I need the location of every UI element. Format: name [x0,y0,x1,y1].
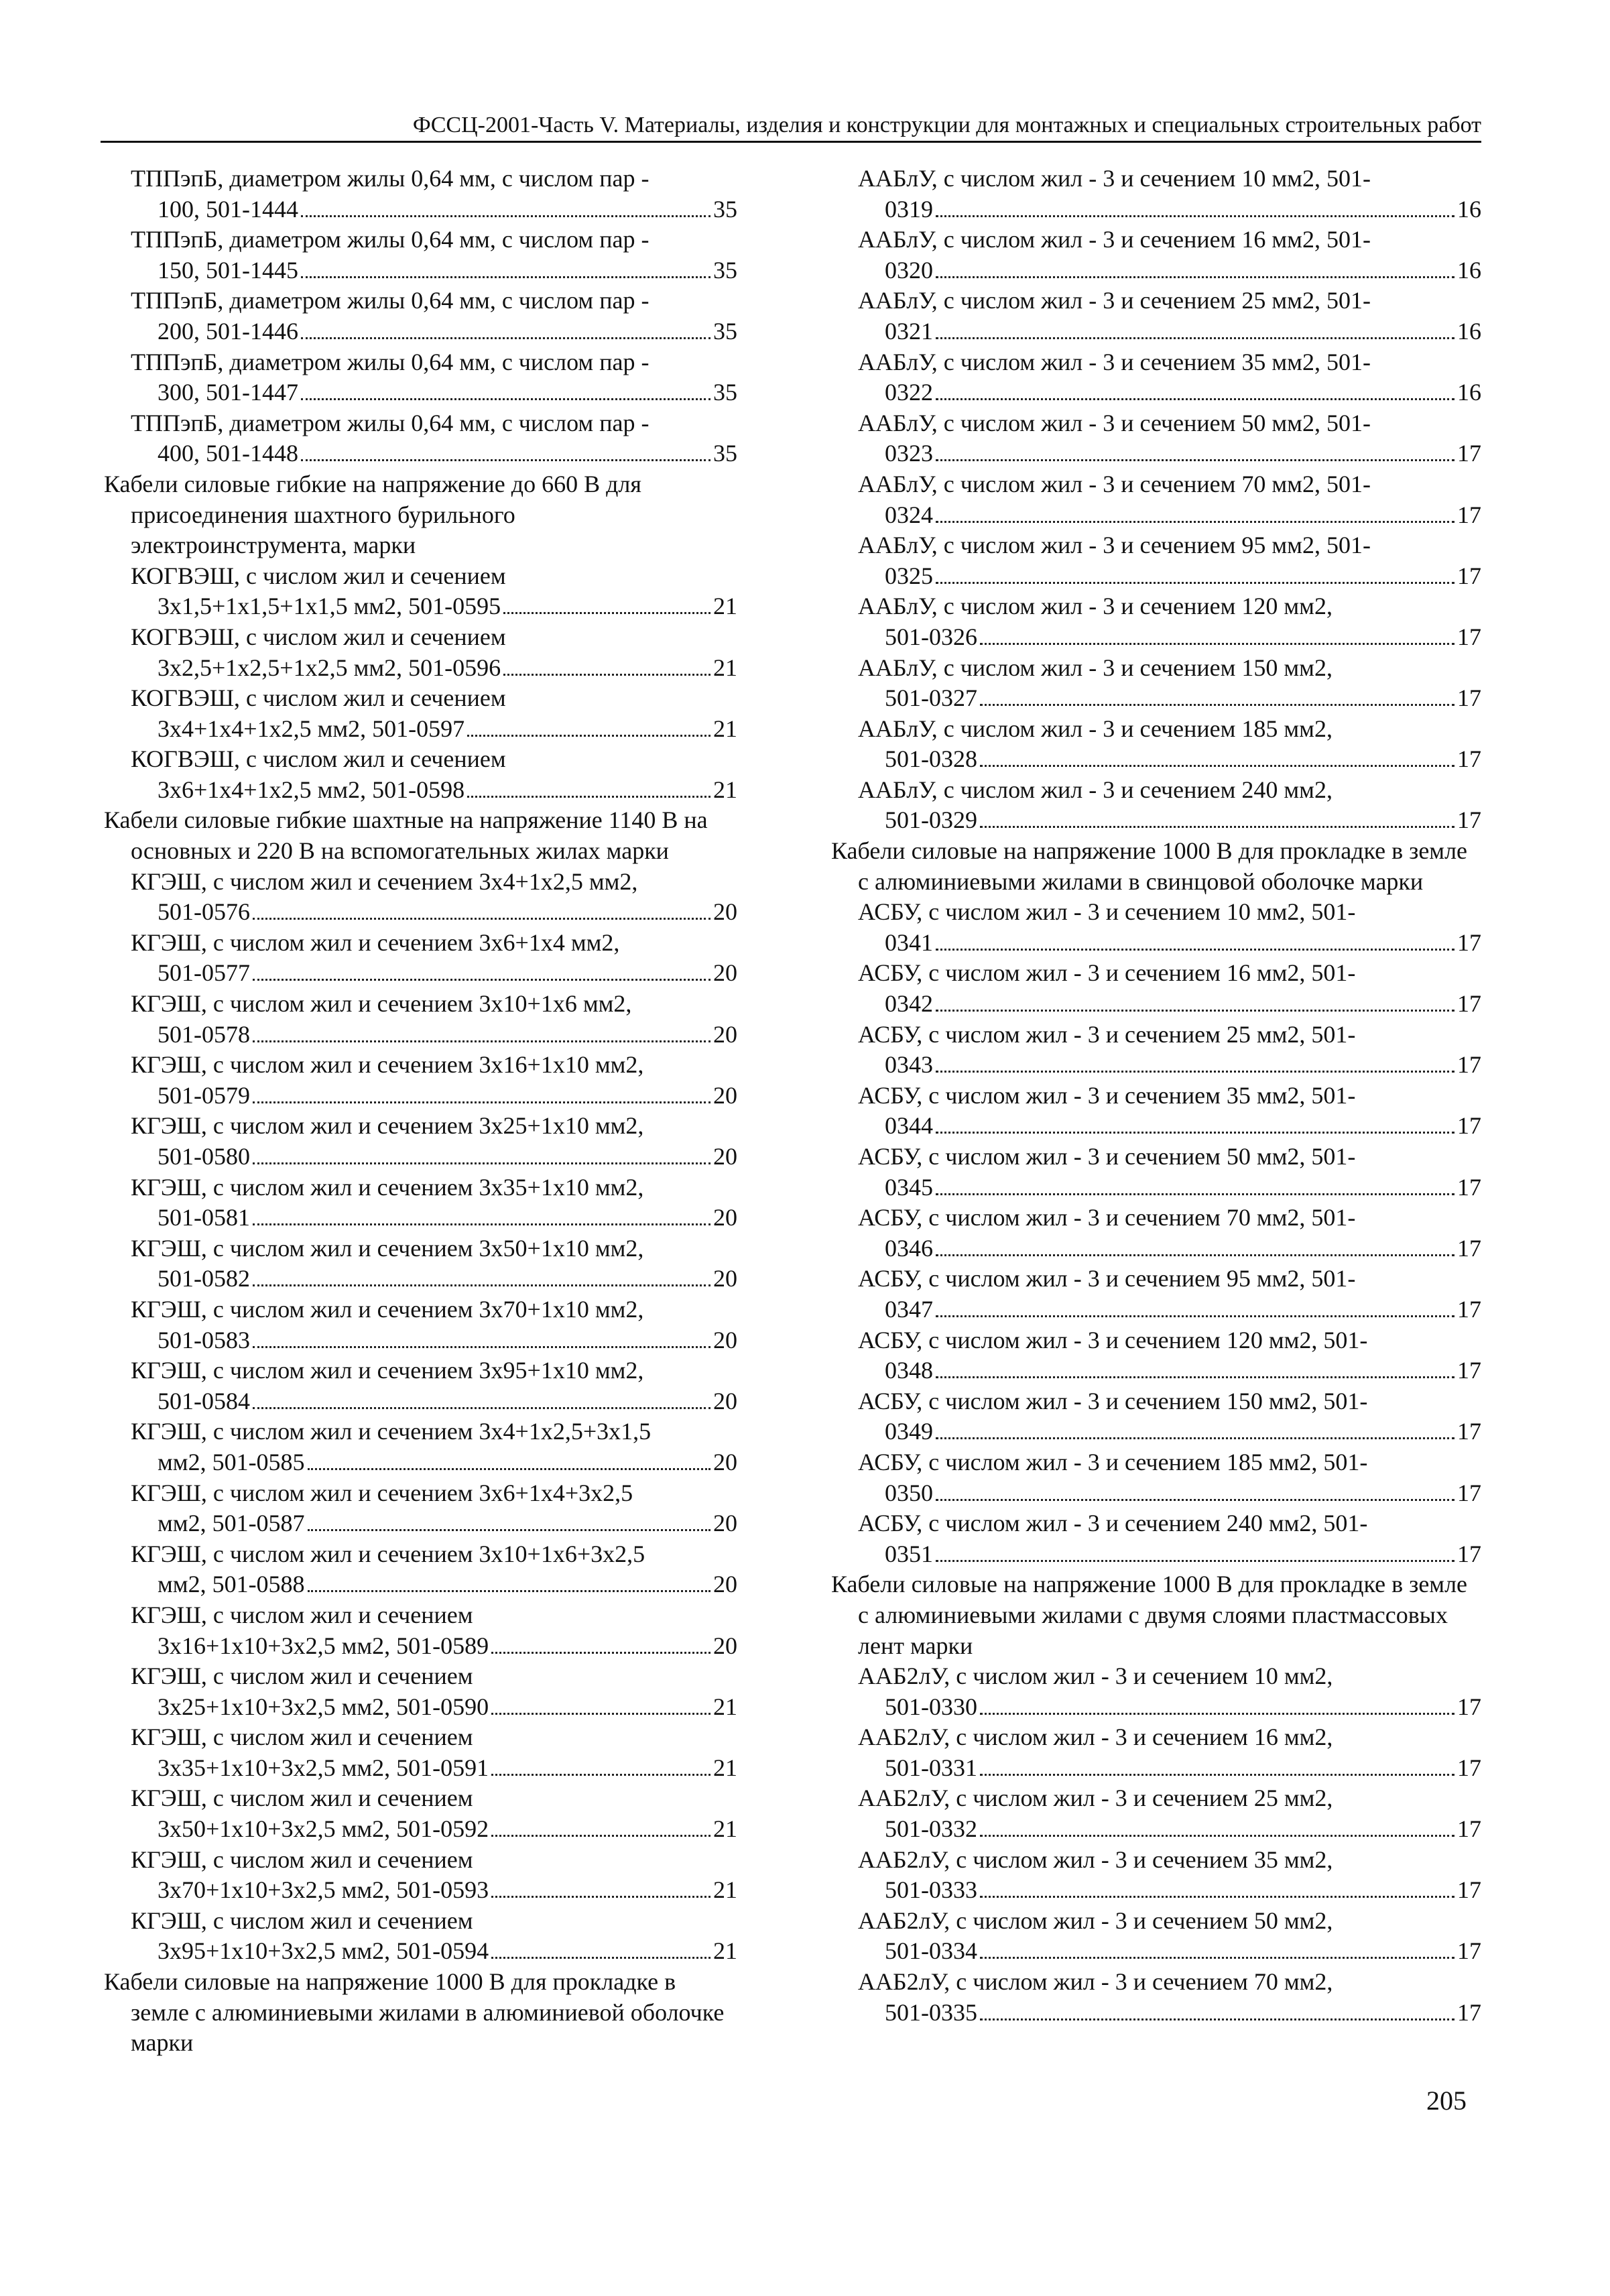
entry-code: 501-0577 [158,959,250,987]
section-heading: Кабели силовые гибкие шахтные на напряжение 1140 В на основных и 220 В на вспомогательных жилах марки [104,806,708,865]
entry-code: 400, 501-1448 [158,440,298,467]
entry-code: 0351 [885,1540,933,1567]
entry-text: КГЭШ, с числом жил и сечением 3х4+1х2,5 мм2, [131,867,638,895]
entry-text: ААБлУ, с числом жил - 3 и сечением 70 мм2, 501- [858,470,1371,497]
entry-text: КГЭШ, с числом жил и сечением 3х10+1х6 мм2, [131,990,632,1018]
entry-code: 501-0333 [885,1876,977,1904]
entry-text: ТППэпБ, диаметром жилы 0,64 мм, с числом пар - [131,287,649,314]
entry-code: 3х16+1х10+3х2,5 мм2, 501-0589 [158,1632,489,1659]
entry-text: КГЭШ, с числом жил и сечением 3х10+1х6+3х2,5 [131,1540,645,1567]
index-entry [831,347,1481,408]
dot-leader [491,1957,710,1959]
index-entry [831,714,1481,775]
dot-leader [253,1101,710,1103]
entry-code: 0348 [885,1357,933,1384]
entry-code: 3х50+1х10+3х2,5 мм2, 501-0592 [158,1815,489,1843]
entry-text: ААБлУ, с числом жил - 3 и сечением 16 мм2, 501- [858,226,1371,253]
entry-page-number: 20 [713,1632,737,1659]
header-rule [101,141,1481,143]
entry-text: ААБлУ, с числом жил - 3 и сечением 120 мм2, [858,593,1333,620]
dot-leader [936,1010,1454,1012]
dot-leader [301,398,710,400]
entry-code: 0342 [885,990,933,1018]
dot-leader [936,398,1454,400]
entry-text: КОГВЭШ, с числом жил и сечением [131,623,506,650]
index-entry [104,1233,737,1294]
entry-page-number: 17 [1457,1937,1481,1965]
entry-page-number: 17 [1457,1234,1481,1262]
entry-page-number: 20 [713,1143,737,1170]
entry-text: ТППэпБ, диаметром жилы 0,64 мм, с числом пар - [131,226,649,253]
entry-code: 0321 [885,317,933,345]
index-entry [831,286,1481,347]
entry-text: КГЭШ, с числом жил и сечением 3х6+1х4 мм2, [131,928,620,956]
entry-code: 3х1,5+1х1,5+1х1,5 мм2, 501-0595 [158,593,501,620]
index-entry [831,1081,1481,1142]
entry-text: КГЭШ, с числом жил и сечением [131,1785,473,1812]
dot-leader [936,1499,1454,1501]
entry-text: КГЭШ, с числом жил и сечением [131,1601,473,1628]
index-entry [104,408,737,469]
entry-text: ААБлУ, с числом жил - 3 и сечением 95 мм2, 501- [858,532,1371,559]
entry-page-number: 17 [1457,1998,1481,2026]
entry-page-number: 21 [713,1876,737,1904]
index-entry [831,1386,1481,1447]
entry-page-number: 35 [713,440,737,467]
dot-leader [491,1835,710,1837]
entry-page-number: 20 [713,1326,737,1353]
entry-page-number: 20 [713,959,737,987]
entry-text: ААБлУ, с числом жил - 3 и сечением 50 мм2, 501- [858,409,1371,436]
index-entry [104,1478,737,1539]
entry-page-number: 20 [713,1081,737,1109]
index-entry [831,1447,1481,1508]
entry-code: 300, 501-1447 [158,379,298,406]
entry-code: мм2, 501-0585 [158,1448,305,1475]
entry-page-number: 16 [1457,256,1481,284]
entry-page-number: 21 [713,715,737,742]
index-entry [104,164,737,225]
entry-page-number: 35 [713,256,737,284]
entry-page-number: 17 [1457,562,1481,589]
entry-code: 501-0329 [885,806,977,834]
entry-page-number: 17 [1457,928,1481,956]
entry-page-number: 35 [713,195,737,223]
entry-code: 501-0335 [885,1998,977,2026]
entry-page-number: 21 [713,654,737,681]
entry-text: АСБУ, с числом жил - 3 и сечением 50 мм2, 501- [858,1143,1356,1170]
entry-code: 501-0330 [885,1693,977,1720]
dot-leader [491,1652,710,1654]
dot-leader [301,459,710,461]
entry-page-number: 17 [1457,806,1481,834]
page-number: 205 [1426,2086,1467,2116]
entry-code: 501-0576 [158,898,250,926]
entry-page-number: 17 [1457,1540,1481,1567]
index-entry [104,1355,737,1416]
dot-leader [308,1529,710,1531]
index-entry [831,225,1481,286]
entry-code: 200, 501-1446 [158,317,298,345]
entry-code: 501-0332 [885,1815,977,1843]
index-entry [104,1661,737,1722]
entry-page-number: 17 [1457,1357,1481,1384]
entry-code: 501-0326 [885,623,977,650]
entry-page-number: 17 [1457,684,1481,712]
entry-code: 3х6+1х4+1х2,5 мм2, 501-0598 [158,776,465,803]
entry-page-number: 17 [1457,1418,1481,1445]
dot-leader [308,1468,710,1470]
dot-leader [467,735,710,737]
dot-leader [936,1437,1454,1439]
entry-page-number: 20 [713,1020,737,1048]
dot-leader [253,1223,710,1225]
entry-page-number: 17 [1457,440,1481,467]
index-entry [104,867,737,928]
entry-code: 0343 [885,1051,933,1079]
entry-page-number: 17 [1457,1693,1481,1720]
entry-text: КГЭШ, с числом жил и сечением 3х25+1х10 мм2, [131,1112,644,1140]
dot-leader [491,1896,710,1898]
index-entry [831,164,1481,225]
index-entry [831,408,1481,469]
index-entry [831,1967,1481,2028]
index-entry [831,1508,1481,1569]
index-entry [104,225,737,286]
entry-text: КОГВЭШ, с числом жил и сечением [131,684,506,712]
index-entry [104,1722,737,1783]
entry-text: КГЭШ, с числом жил и сечением 3х35+1х10 мм2, [131,1173,644,1201]
entry-page-number: 17 [1457,1173,1481,1201]
entry-page-number: 17 [1457,1112,1481,1140]
entry-page-number: 21 [713,1754,737,1781]
index-entry [831,1325,1481,1386]
entry-code: 0350 [885,1479,933,1506]
entry-page-number: 16 [1457,379,1481,406]
entry-text: АСБУ, с числом жил - 3 и сечением 70 мм2, 501- [858,1204,1356,1231]
dot-leader [980,2018,1454,2020]
dot-leader [253,1162,710,1164]
index-entry [104,928,737,989]
dot-leader [503,674,710,676]
entry-page-number: 17 [1457,990,1481,1018]
index-entry [831,591,1481,652]
entry-code: 0347 [885,1295,933,1323]
dot-leader [936,1315,1454,1317]
entry-code: 0349 [885,1418,933,1445]
dot-leader [980,1713,1454,1715]
index-entry [104,1294,737,1355]
dot-leader [936,521,1454,523]
entry-page-number: 21 [713,776,737,803]
dot-leader [936,337,1454,339]
entry-code: 0323 [885,440,933,467]
entry-code: 0322 [885,379,933,406]
dot-leader [301,276,710,278]
entry-page-number: 20 [713,1204,737,1231]
entry-page-number: 20 [713,898,737,926]
index-entry [104,1845,737,1906]
entry-code: 3х2,5+1х2,5+1х2,5 мм2, 501-0596 [158,654,501,681]
entry-code: 0345 [885,1173,933,1201]
entry-text: АСБУ, с числом жил - 3 и сечением 16 мм2, 501- [858,959,1356,987]
dot-leader [980,643,1454,645]
entry-text: КГЭШ, с числом жил и сечением [131,1907,473,1934]
dot-leader [301,215,710,217]
entry-code: 0320 [885,256,933,284]
dot-leader [980,1835,1454,1837]
entry-text: КГЭШ, с числом жил и сечением [131,1846,473,1873]
dot-leader [253,1407,710,1409]
entry-text: АСБУ, с числом жил - 3 и сечением 95 мм2, 501- [858,1265,1356,1292]
entry-page-number: 16 [1457,317,1481,345]
index-entry [831,1264,1481,1325]
entry-page-number: 17 [1457,1479,1481,1506]
entry-code: 501-0327 [885,684,977,712]
dot-leader [980,1957,1454,1959]
dot-leader [936,1132,1454,1134]
entry-code: 0346 [885,1234,933,1262]
index-entry [831,1661,1481,1722]
entry-code: 501-0583 [158,1326,250,1353]
dot-leader [503,612,710,614]
index-entry [104,286,737,347]
index-entry [831,1906,1481,1967]
entry-page-number: 16 [1457,195,1481,223]
entry-code: 501-0331 [885,1754,977,1781]
index-entry [831,958,1481,1019]
dot-leader [253,1040,710,1042]
entry-code: 3х70+1х10+3х2,5 мм2, 501-0593 [158,1876,489,1904]
dot-leader [936,1560,1454,1562]
entry-text: ТППэпБ, диаметром жилы 0,64 мм, с числом пар - [131,409,649,436]
entry-text: ААБ2лУ, с числом жил - 3 и сечением 16 мм2, [858,1724,1333,1751]
index-entry [104,683,737,744]
entry-page-number: 20 [713,1265,737,1292]
dot-leader [980,1896,1454,1898]
dot-leader [253,1284,710,1286]
index-entry [104,1783,737,1844]
index-entry [104,347,737,408]
entry-code: 0325 [885,562,933,589]
entry-text: КГЭШ, с числом жил и сечением 3х70+1х10 мм2, [131,1295,644,1323]
entry-text: АСБУ, с числом жил - 3 и сечением 25 мм2, 501- [858,1020,1356,1048]
entry-page-number: 20 [713,1571,737,1598]
index-entry [104,1416,737,1477]
dot-leader [936,459,1454,461]
left-column [104,164,737,2059]
entry-text: ААБ2лУ, с числом жил - 3 и сечением 25 мм2, [858,1785,1333,1812]
entry-page-number: 20 [713,1387,737,1414]
dot-leader [491,1774,710,1776]
entry-page-number: 20 [713,1510,737,1537]
dot-leader [936,582,1454,584]
entry-text: ААБлУ, с числом жил - 3 и сечением 10 мм2, 501- [858,165,1371,192]
entry-text: АСБУ, с числом жил - 3 и сечением 120 мм2, 501- [858,1326,1368,1353]
entry-text: ААБ2лУ, с числом жил - 3 и сечением 10 мм2, [858,1663,1333,1690]
entry-text: КГЭШ, с числом жил и сечением 3х50+1х10 мм2, [131,1234,644,1262]
dot-leader [980,704,1454,706]
entry-text: ААБ2лУ, с числом жил - 3 и сечением 35 мм2, [858,1846,1333,1873]
index-entry [104,1050,737,1111]
section-heading: Кабели силовые на напряжение 1000 В для прокладке в земле с алюминиевыми жилами в алюминиевой оболочке марки [104,1968,725,2057]
index-entry [831,1722,1481,1783]
entry-page-number: 20 [713,1448,737,1475]
entry-code: 100, 501-1444 [158,195,298,223]
entry-page-number: 17 [1457,501,1481,528]
dot-leader [467,796,710,798]
entry-page-number: 17 [1457,1754,1481,1781]
section-heading: Кабели силовые на напряжение 1000 В для прокладке в земле с алюминиевыми жилами с двумя слоями пластмассовых лент марки [831,1571,1468,1659]
index-entry [104,622,737,683]
index-entry [831,1845,1481,1906]
entry-code: 3х25+1х10+3х2,5 мм2, 501-0590 [158,1693,489,1720]
entry-text: АСБУ, с числом жил - 3 и сечением 35 мм2, 501- [858,1081,1356,1109]
index-entry [104,1172,737,1233]
entry-text: ААБлУ, с числом жил - 3 и сечением 240 мм2, [858,776,1333,803]
entry-text: АСБУ, с числом жил - 3 и сечением 240 мм2, 501- [858,1510,1368,1537]
index-entry [831,1203,1481,1264]
dot-leader [980,826,1454,828]
right-column [831,164,1481,2028]
entry-text: КГЭШ, с числом жил и сечением 3х16+1х10 мм2, [131,1051,644,1079]
dot-leader [253,918,710,920]
entry-text: ААБлУ, с числом жил - 3 и сечением 25 мм2, 501- [858,287,1371,314]
entry-text: КГЭШ, с числом жил и сечением [131,1663,473,1690]
entry-code: 501-0579 [158,1081,250,1109]
dot-leader [491,1713,710,1715]
entry-text: ААБлУ, с числом жил - 3 и сечением 185 мм2, [858,715,1333,742]
entry-page-number: 17 [1457,745,1481,773]
entry-code: 3х4+1х4+1х2,5 мм2, 501-0597 [158,715,465,742]
entry-code: мм2, 501-0588 [158,1571,305,1598]
index-entry [831,775,1481,836]
entry-text: ТППэпБ, диаметром жилы 0,64 мм, с числом пар - [131,165,649,192]
running-header: ФССЦ-2001-Часть V. Материалы, изделия и конструкции для монтажных и специальных строительных работ [412,113,1481,137]
index-entry [831,653,1481,714]
entry-page-number: 21 [713,1937,737,1965]
entry-text: АСБУ, с числом жил - 3 и сечением 185 мм2, 501- [858,1448,1368,1475]
entry-page-number: 21 [713,1815,737,1843]
entry-text: ААБлУ, с числом жил - 3 и сечением 35 мм2, 501- [858,348,1371,375]
entry-code: 0341 [885,928,933,956]
index-entry [104,1906,737,1967]
entry-code: 501-0334 [885,1937,977,1965]
entry-page-number: 17 [1457,1815,1481,1843]
entry-code: 150, 501-1445 [158,256,298,284]
index-entry [831,1142,1481,1203]
entry-code: 501-0580 [158,1143,250,1170]
index-entry [831,1020,1481,1081]
entry-code: 0344 [885,1112,933,1140]
entry-code: 501-0581 [158,1204,250,1231]
entry-code: 0324 [885,501,933,528]
entry-text: АСБУ, с числом жил - 3 и сечением 10 мм2, 501- [858,898,1356,926]
dot-leader [253,1346,710,1348]
index-entry [104,989,737,1050]
entry-code: 3х35+1х10+3х2,5 мм2, 501-0591 [158,1754,489,1781]
entry-page-number: 17 [1457,1876,1481,1904]
dot-leader [936,215,1454,217]
entry-page-number: 21 [713,593,737,620]
entry-code: 501-0328 [885,745,977,773]
index-entry [831,1783,1481,1844]
dot-leader [936,1254,1454,1256]
entry-text: ТППэпБ, диаметром жилы 0,64 мм, с числом пар - [131,348,649,375]
entry-text: АСБУ, с числом жил - 3 и сечением 150 мм2, 501- [858,1387,1368,1414]
entry-text: КГЭШ, с числом жил и сечением [131,1724,473,1751]
index-entry [104,561,737,622]
entry-code: 501-0584 [158,1387,250,1414]
entry-text: КОГВЭШ, с числом жил и сечением [131,745,506,773]
section-heading: Кабели силовые гибкие на напряжение до 660 В для присоединения шахтного бурильного электроинструмента, марки [104,470,641,559]
entry-page-number: 17 [1457,1051,1481,1079]
dot-leader [253,979,710,981]
dot-leader [936,276,1454,278]
section-heading: Кабели силовые на напряжение 1000 В для прокладке в земле с алюминиевыми жилами в свинцовой оболочке марки [831,837,1468,895]
entry-code: 0319 [885,195,933,223]
index-entry [104,1111,737,1172]
entry-page-number: 17 [1457,1295,1481,1323]
entry-page-number: 35 [713,379,737,406]
entry-page-number: 21 [713,1693,737,1720]
index-entry [831,897,1481,958]
index-entry [831,530,1481,591]
entry-text: ААБ2лУ, с числом жил - 3 и сечением 50 мм2, [858,1907,1333,1934]
entry-page-number: 35 [713,317,737,345]
entry-text: КГЭШ, с числом жил и сечением 3х4+1х2,5+3х1,5 [131,1418,652,1445]
dot-leader [980,765,1454,767]
entry-text: ААБ2лУ, с числом жил - 3 и сечением 70 мм2, [858,1968,1333,1996]
dot-leader [936,1376,1454,1378]
entry-code: 501-0582 [158,1265,250,1292]
index-entry [104,744,737,805]
dot-leader [936,949,1454,951]
entry-code: мм2, 501-0587 [158,1510,305,1537]
dot-leader [936,1193,1454,1195]
dot-leader [301,337,710,339]
dot-leader [308,1590,710,1592]
entry-text: ААБлУ, с числом жил - 3 и сечением 150 мм2, [858,654,1333,681]
entry-text: КГЭШ, с числом жил и сечением 3х6+1х4+3х2,5 [131,1479,633,1506]
entry-text: КГЭШ, с числом жил и сечением 3х95+1х10 мм2, [131,1357,644,1384]
entry-page-number: 17 [1457,623,1481,650]
entry-text: КОГВЭШ, с числом жил и сечением [131,562,506,589]
dot-leader [980,1774,1454,1776]
dot-leader [936,1071,1454,1073]
index-entry [831,469,1481,530]
entry-code: 501-0578 [158,1020,250,1048]
index-entry [104,1600,737,1661]
entry-code: 3х95+1х10+3х2,5 мм2, 501-0594 [158,1937,489,1965]
index-entry [104,1539,737,1600]
